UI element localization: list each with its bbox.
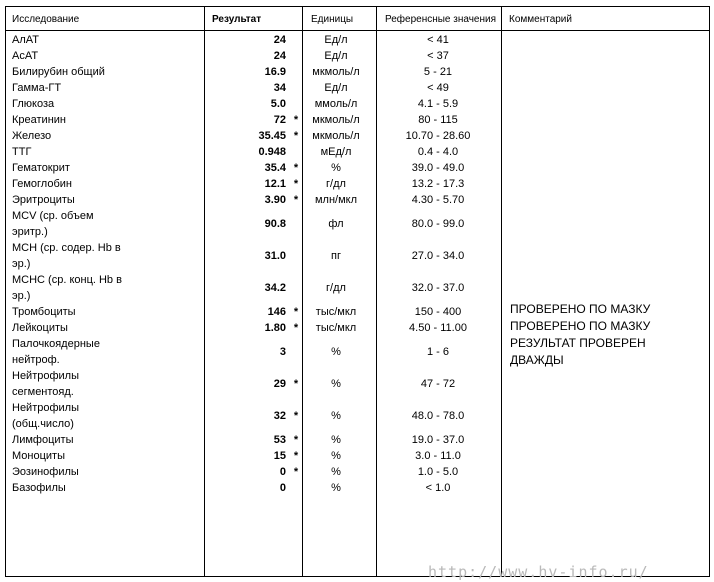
comment-line: ПРОВЕРЕНО ПО МАЗКУ (510, 302, 651, 316)
reference-range: 0.4 - 4.0 (417, 146, 459, 158)
result-value: 24 (273, 34, 286, 46)
table-row (6, 176, 709, 192)
result-value: 12.1 (264, 178, 286, 190)
table-row (6, 64, 709, 80)
out-of-range-flag: * (293, 178, 299, 190)
reference-range: < 41 (427, 34, 449, 46)
comment-line: РЕЗУЛЬТАТ ПРОВЕРЕН (510, 336, 646, 350)
test-name (12, 448, 130, 464)
table-row (6, 480, 709, 496)
unit-value: % (331, 450, 341, 462)
result-value: 34.2 (264, 282, 286, 294)
header-test: Исследование (12, 14, 80, 25)
test-name-line: АсАТ (12, 50, 39, 62)
reference-range: 5 - 21 (423, 66, 453, 78)
test-name (12, 240, 130, 272)
test-name-line: нейтроф. (12, 354, 60, 366)
reference-range: 1.0 - 5.0 (417, 466, 459, 478)
reference-range: 3.0 - 11.0 (415, 450, 461, 462)
unit-value: % (331, 410, 341, 422)
unit-value: % (331, 346, 341, 358)
test-name-line: Палочкоядерные (12, 338, 100, 350)
header-result: Результат (212, 14, 262, 25)
test-name (12, 96, 130, 112)
result-value: 90.8 (264, 218, 286, 230)
reference-range: 19.0 - 37.0 (411, 434, 465, 446)
unit-value: фл (328, 218, 344, 230)
result-value: 53 (273, 434, 286, 446)
table-row (6, 32, 709, 48)
table-row (6, 160, 709, 176)
table-row (6, 128, 709, 144)
reference-range: 48.0 - 78.0 (411, 410, 465, 422)
reference-range: 80 - 115 (418, 114, 458, 126)
test-name (12, 464, 130, 480)
test-name (12, 80, 130, 96)
unit-value: Ед/л (324, 82, 348, 94)
table-row (6, 448, 709, 464)
out-of-range-flag: * (293, 114, 299, 126)
results-table (5, 6, 710, 577)
unit-value: мЕд/л (320, 146, 352, 158)
reference-range: 4.1 - 5.9 (417, 98, 459, 110)
unit-value: % (331, 378, 341, 390)
out-of-range-flag: * (293, 450, 299, 462)
result-value: 3.90 (264, 194, 286, 206)
unit-value: тыс/мкл (315, 322, 357, 334)
test-name-line: ТТГ (12, 146, 32, 158)
reference-range: 10.70 - 28.60 (405, 130, 471, 142)
reference-range: 4.30 - 5.70 (411, 194, 465, 206)
test-name (12, 192, 130, 208)
table-row (6, 464, 709, 480)
test-name-line: Базофилы (12, 482, 66, 494)
reference-range: 4.50 - 11.00 (409, 322, 467, 334)
reference-range: 1 - 6 (426, 346, 449, 358)
test-name (12, 368, 130, 400)
test-name (12, 208, 130, 240)
reference-range: 47 - 72 (420, 378, 456, 390)
test-name-line: Креатинин (12, 114, 66, 126)
unit-value: пг (331, 250, 341, 262)
test-name (12, 112, 130, 128)
unit-value: г/дл (326, 178, 346, 190)
test-name-line: MCH (ср. содер. Hb в (12, 242, 121, 254)
comment-line: ДВАЖДЫ (510, 353, 564, 367)
table-row (6, 272, 709, 304)
unit-value: г/дл (326, 282, 346, 294)
unit-value: Ед/л (324, 50, 348, 62)
test-name (12, 320, 130, 336)
out-of-range-flag: * (293, 410, 299, 422)
test-name-line: Билирубин общий (12, 66, 105, 78)
test-name (12, 32, 130, 48)
test-name-line: Лейкоциты (12, 322, 68, 334)
test-name-line: Эозинофилы (12, 466, 79, 478)
result-value: 35.4 (264, 162, 286, 174)
table-row (6, 144, 709, 160)
test-name-line: эритр.) (12, 226, 48, 238)
test-name-line: Гемоглобин (12, 178, 72, 190)
reference-range: 27.0 - 34.0 (411, 250, 465, 262)
table-row (6, 432, 709, 448)
table-row (6, 368, 709, 400)
comment-line: ПРОВЕРЕНО ПО МАЗКУ (510, 319, 651, 333)
test-name-line: MCV (ср. объем (12, 210, 94, 222)
result-value: 0 (279, 466, 286, 478)
test-name (12, 304, 130, 320)
unit-value: ммоль/л (314, 98, 358, 110)
header-divider (6, 30, 709, 31)
test-name (12, 272, 130, 304)
unit-value: % (331, 162, 341, 174)
watermark: http://www.hv-info.ru/ (428, 563, 649, 581)
unit-value: % (331, 482, 341, 494)
test-name (12, 144, 130, 160)
reference-range: < 1.0 (425, 482, 451, 494)
test-name-line: сегментояд. (12, 386, 74, 398)
reference-range: 13.2 - 17.3 (411, 178, 465, 190)
header-comment: Комментарий (509, 14, 572, 25)
reference-range: 150 - 400 (414, 306, 462, 318)
header-reference: Референсные значения (385, 14, 497, 25)
result-value: 15 (273, 450, 286, 462)
unit-value: мкмоль/л (312, 130, 360, 142)
table-row (6, 240, 709, 272)
unit-value: Ед/л (324, 34, 348, 46)
result-value: 32 (273, 410, 286, 422)
unit-value: % (331, 434, 341, 446)
test-name (12, 480, 130, 496)
test-name (12, 432, 130, 448)
reference-range: 80.0 - 99.0 (411, 218, 465, 230)
unit-value: млн/мкл (314, 194, 358, 206)
test-name (12, 176, 130, 192)
test-name (12, 48, 130, 64)
unit-value: тыс/мкл (315, 306, 357, 318)
test-name-line: Тромбоциты (12, 306, 76, 318)
test-name-line: АлАТ (12, 34, 39, 46)
test-name-line: эр.) (12, 258, 31, 270)
reference-range: < 49 (427, 82, 449, 94)
result-value: 72 (273, 114, 286, 126)
result-value: 29 (273, 378, 286, 390)
test-name-line: MCHC (ср. конц. Hb в (12, 274, 122, 286)
test-name-line: Нейтрофилы (12, 402, 79, 414)
out-of-range-flag: * (293, 194, 299, 206)
test-name-line: Гематокрит (12, 162, 70, 174)
table-row (6, 192, 709, 208)
test-name (12, 336, 130, 368)
test-name (12, 64, 130, 80)
out-of-range-flag: * (293, 434, 299, 446)
reference-range: 32.0 - 37.0 (411, 282, 465, 294)
result-value: 0 (279, 482, 286, 494)
out-of-range-flag: * (293, 322, 299, 334)
test-name (12, 128, 130, 144)
table-row (6, 48, 709, 64)
result-value: 16.9 (264, 66, 286, 78)
test-name-line: Железо (12, 130, 52, 142)
test-name (12, 160, 130, 176)
comment-cell (510, 301, 700, 369)
result-value: 3 (279, 346, 286, 358)
table-row (6, 96, 709, 112)
test-name-line: Моноциты (12, 450, 65, 462)
out-of-range-flag: * (293, 306, 299, 318)
reference-range: < 37 (427, 50, 449, 62)
table-row (6, 112, 709, 128)
result-value: 31.0 (264, 250, 286, 262)
result-value: 5.0 (270, 98, 286, 110)
unit-value: мкмоль/л (312, 66, 360, 78)
test-name-line: Лимфоциты (12, 434, 74, 446)
test-name-line: Глюкоза (12, 98, 55, 110)
unit-value: мкмоль/л (312, 114, 360, 126)
test-name-line: Эритроциты (12, 194, 75, 206)
result-value: 146 (267, 306, 286, 318)
out-of-range-flag: * (293, 162, 299, 174)
result-value: 0.948 (258, 146, 286, 158)
table-row (6, 80, 709, 96)
test-name-line: (общ.число) (12, 418, 74, 430)
reference-range: 39.0 - 49.0 (411, 162, 465, 174)
result-value: 34 (273, 82, 286, 94)
test-name-line: Нейтрофилы (12, 370, 79, 382)
result-value: 35.45 (258, 130, 286, 142)
result-value: 24 (273, 50, 286, 62)
test-name-line: Гамма-ГТ (12, 82, 62, 94)
out-of-range-flag: * (293, 466, 299, 478)
unit-value: % (331, 466, 341, 478)
out-of-range-flag: * (293, 378, 299, 390)
test-name-line: эр.) (12, 290, 31, 302)
test-name (12, 400, 130, 432)
table-row (6, 208, 709, 240)
out-of-range-flag: * (293, 130, 299, 142)
table-row (6, 400, 709, 432)
header-units: Единицы (311, 14, 354, 25)
result-value: 1.80 (264, 322, 286, 334)
